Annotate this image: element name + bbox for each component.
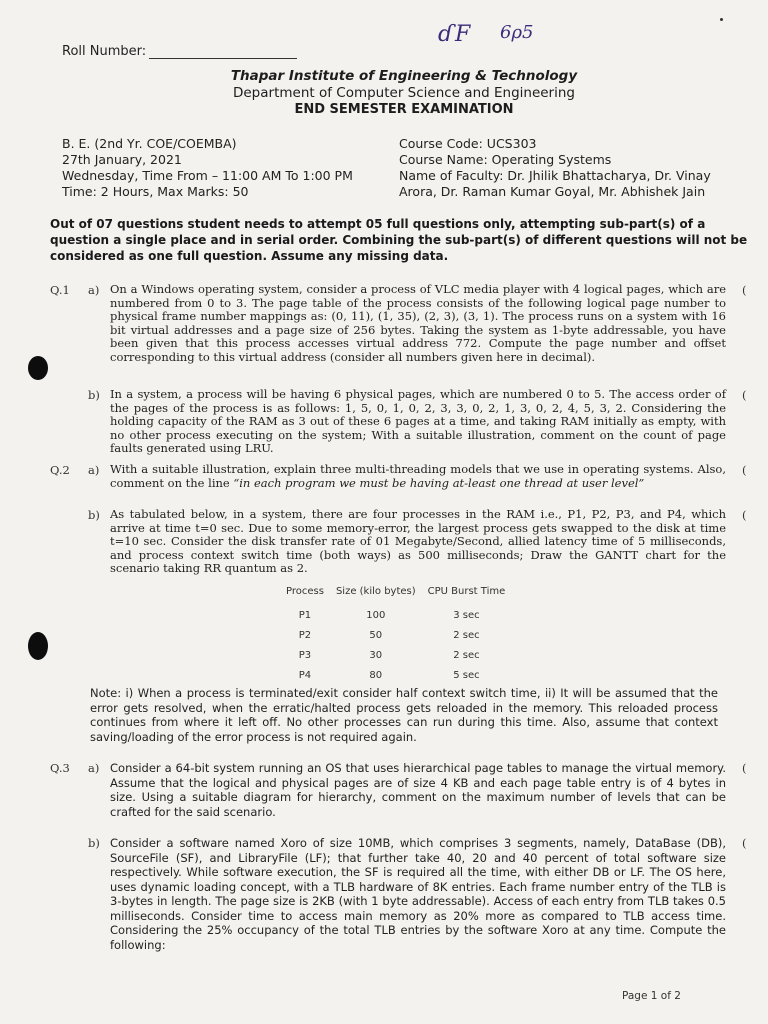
handwritten-note-2: 6ρ5 bbox=[500, 22, 534, 43]
department-name: Department of Computer Science and Engineering bbox=[232, 85, 575, 101]
q2a-marks: ( bbox=[742, 463, 747, 477]
exam-title: END SEMESTER EXAMINATION bbox=[294, 102, 514, 117]
page-number: Page 1 of 2 bbox=[622, 990, 681, 1002]
table-cell: 3 sec bbox=[453, 609, 480, 621]
table-cell: P2 bbox=[298, 629, 312, 641]
table-cell: P1 bbox=[298, 609, 312, 621]
ink-dot bbox=[720, 18, 723, 21]
q1b-text: In a system, a process will be having 6 physical pages, which are numbered 0 to 5. The access order of the pages of the process is as follows: 1, 5, 0, 1, 0, 2, 3, 3, 0, 2, 1, 3, 0, 2, 4, 5, 3, 2. Considering the holding capacity of the RAM as 3 out of these 6 pages at a time, and taking RAM initially as empty, with no other process executing on the system; With a suitable illustration, comment on the count of page faults generated using LRU. bbox=[110, 387, 726, 456]
table-cell: 30 bbox=[369, 649, 383, 661]
q3b-text: Consider a software named Xoro of size 10MB, which comprises 3 segments, namely, DataBase (DB), SourceFile (SF), and LibraryFile (LF); that further take 40, 20 and 40 percent of total software size respectively. While software execution, the SF is required all the time, with either DB or LF. The OS here, uses dynamic loading concept, with a TLB hardware of 8K entries. Each frame number entry of the TLB is 3-bytes in length. The page size is 2KB (with 1 byte addressable). Access of each entry from TLB takes 0.5 milliseconds. Consider time to access main memory as 20% more as compared to TLB access time. Considering the 25% occupancy of the total TLB entries by the software Xoro at any time. Compute the following: bbox=[110, 836, 726, 952]
exam-info-right bbox=[399, 136, 759, 200]
col-process: Process bbox=[286, 586, 324, 597]
table-cell: P4 bbox=[298, 669, 312, 681]
q2-number: Q.2 bbox=[50, 463, 70, 477]
ink-blot bbox=[28, 356, 48, 380]
q1a-marks: ( bbox=[742, 283, 747, 297]
exam-duration: Time: 2 Hours, Max Marks: 50 bbox=[62, 184, 249, 199]
process-table bbox=[280, 586, 511, 685]
q2a-text-main: With a suitable illustration, explain three multi-threading models that we use in operating systems. Also, comment on the line bbox=[110, 462, 726, 490]
roll-number-label: Roll Number: bbox=[62, 44, 147, 59]
table-row bbox=[280, 645, 511, 665]
exam-date: 27th January, 2021 bbox=[62, 152, 182, 167]
q2a-quote: “in each program we must be having at-least one thread at user level” bbox=[233, 475, 645, 490]
table-cell: 50 bbox=[369, 629, 383, 641]
table-row bbox=[280, 605, 511, 625]
table-cell: P3 bbox=[298, 649, 312, 661]
programme: B. E. (2nd Yr. COE/COEMBA) bbox=[62, 136, 237, 151]
table-cell: 100 bbox=[366, 609, 386, 621]
q2b-label: b) bbox=[88, 508, 100, 522]
q3-number: Q.3 bbox=[50, 761, 70, 775]
table-cell: 5 sec bbox=[453, 669, 480, 681]
q1-number: Q.1 bbox=[50, 283, 70, 297]
ink-blot bbox=[28, 632, 48, 660]
roll-number-line bbox=[149, 46, 297, 59]
col-burst: CPU Burst Time bbox=[427, 586, 506, 597]
table-cell: 2 sec bbox=[453, 629, 480, 641]
course-code: Course Code: UCS303 bbox=[399, 136, 537, 151]
process-table-header bbox=[280, 586, 511, 605]
course-name: Course Name: Operating Systems bbox=[399, 152, 612, 167]
q2b-marks: ( bbox=[742, 508, 747, 522]
table-cell: 80 bbox=[369, 669, 383, 681]
q3a-text: Consider a 64-bit system running an OS that uses hierarchical page tables to manage the virtual memory. Assume that the logical and physical pages are of size 4 KB and each page table entry is of 4 bytes in size. Using a suitable diagram for hierarchy, comment on the maximum number of levels that can be crafted for the said scenario. bbox=[110, 761, 726, 819]
q2a-label: a) bbox=[88, 463, 100, 477]
faculty-line-2: Arora, Dr. Raman Kumar Goyal, Mr. Abhishek Jain bbox=[399, 184, 706, 199]
roll-number-field bbox=[62, 44, 297, 59]
q1a-text: On a Windows operating system, consider a process of VLC media player with 4 logical pages, which are numbered from 0 to 3. The page table of the process consists of the following logical page number to physical frame number mappings as: (0, 11), (1, 35), (2, 3), (3, 1). The process runs on a system with 16 bit virtual addresses and a page size of 256 bytes. Taking the system as 1-byte addressable, you have been given that this process accesses virtual address 772. Compute the page number and offset corresponding to this virtual address (consider all numbers given here in decimal). bbox=[110, 282, 726, 364]
q1b-label: b) bbox=[88, 388, 100, 402]
q2b-text: As tabulated below, in a system, there are four processes in the RAM i.e., P1, P2, P3, and P4, which arrive at time t=0 sec. Due to some memory-error, the largest process gets swapped to the disk at time t=10 sec. Consider the disk transfer rate of 01 Megabyte/Second, allied latency time of 5 milliseconds, and process context switch time (both ways) as 500 milliseconds; Draw the GANTT chart for the scenario taking RR quantum as 2. bbox=[110, 507, 726, 576]
q1b-marks: ( bbox=[742, 388, 747, 402]
handwritten-note: ɗF bbox=[438, 22, 473, 47]
exam-time: Wednesday, Time From – 11:00 AM To 1:00 PM bbox=[62, 168, 353, 183]
q2a-text bbox=[110, 463, 726, 490]
q3a-marks: ( bbox=[742, 761, 747, 775]
process-table-wrap bbox=[280, 586, 511, 685]
q3a-label: a) bbox=[88, 761, 100, 775]
faculty-line-1: Name of Faculty: Dr. Jhilik Bhattacharya, Dr. Vinay bbox=[399, 168, 711, 183]
q3b-label: b) bbox=[88, 836, 100, 850]
q2-note: Note: i) When a process is terminated/exit consider half context switch time, ii) It will be assumed that the error gets resolved, when the erratic/halted process gets reloaded in the memory. This reloaded process continues from where it left off. No other processes can run during this time. Also, assume that context saving/loading of the error process is not required again. bbox=[90, 686, 718, 744]
q1a-label: a) bbox=[88, 283, 100, 297]
table-cell: 2 sec bbox=[453, 649, 480, 661]
table-row bbox=[280, 625, 511, 645]
col-size: Size (kilo bytes) bbox=[335, 586, 416, 597]
exam-info-left bbox=[62, 136, 382, 200]
instructions: Out of 07 questions student needs to attempt 05 full questions only, attempting sub-part(s) of a question a single place and in serial order. Combining the sub-part(s) of different questions will not be considered as one full question. Assume any missing data. bbox=[50, 217, 748, 263]
q3b-marks: ( bbox=[742, 836, 747, 850]
table-row bbox=[280, 665, 511, 685]
institute-name: Thapar Institute of Engineering & Technology bbox=[230, 68, 578, 84]
